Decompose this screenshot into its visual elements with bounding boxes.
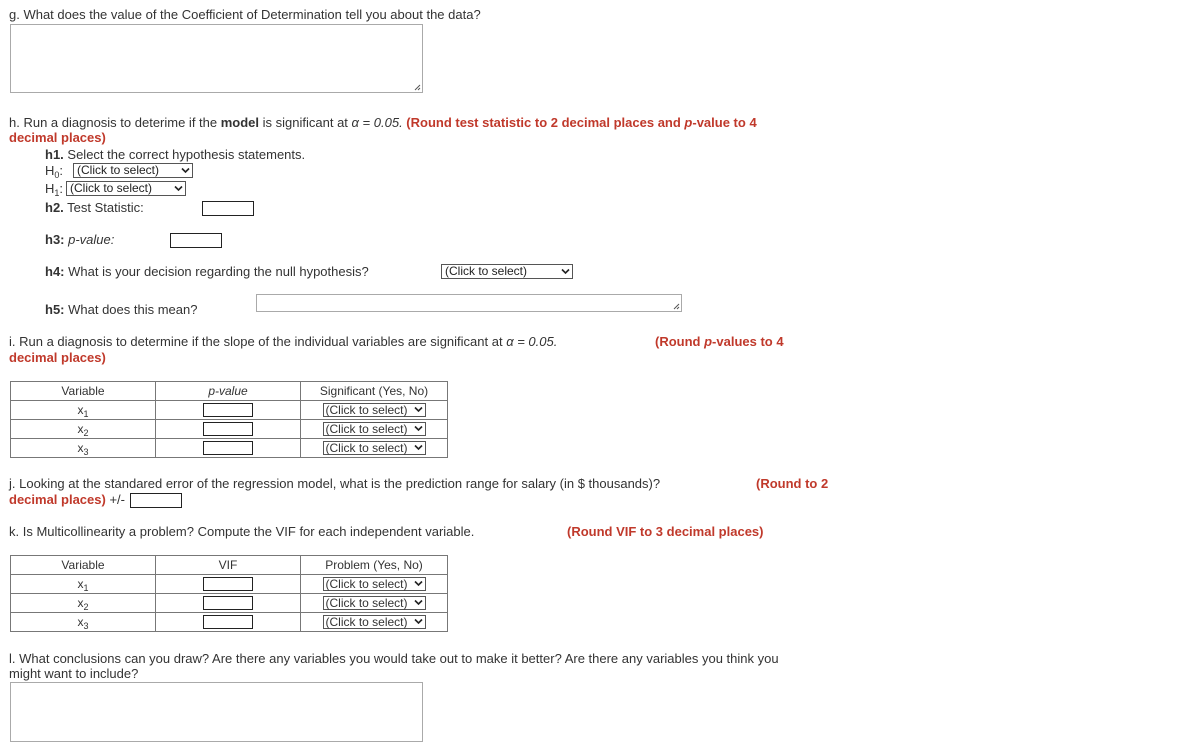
variable-cell: $x_3$ bbox=[11, 439, 156, 458]
question-i-alpha: α = 0.05. bbox=[506, 334, 558, 349]
p-value-cell bbox=[156, 420, 301, 439]
problem-cell bbox=[301, 594, 448, 613]
significant-cell bbox=[301, 439, 448, 458]
p-value-cell bbox=[156, 401, 301, 420]
question-k-round-note: (Round VIF to 3 decimal places) bbox=[567, 524, 764, 539]
h3-text: p-value: bbox=[68, 232, 115, 247]
h1-text: Select the correct hypothesis statements. bbox=[63, 147, 306, 162]
significant-cell bbox=[301, 420, 448, 439]
variable-cell: $x_1$ bbox=[11, 401, 156, 420]
h4-label: h4: bbox=[45, 264, 65, 279]
question-i-line1 bbox=[9, 334, 557, 349]
decision-select-value: (Click to select) bbox=[445, 264, 528, 278]
vif-cell bbox=[156, 613, 301, 632]
question-h-p-ital: p bbox=[684, 115, 693, 130]
question-l-line2: might want to include? bbox=[9, 666, 139, 681]
header-vif: VIF bbox=[156, 556, 301, 575]
problem-cell bbox=[301, 613, 448, 632]
h2-label: h2. bbox=[45, 200, 64, 215]
answer-h5-textarea[interactable] bbox=[256, 294, 682, 312]
h1-select[interactable] bbox=[66, 181, 186, 196]
question-g-label: g. What does the value of the Coefficient of Determination tell you about the data? bbox=[9, 7, 481, 22]
h1-label: h1. bbox=[45, 147, 64, 162]
h1-instruction bbox=[45, 147, 305, 162]
table-row bbox=[11, 613, 448, 632]
header-significant: Significant (Yes, No) bbox=[301, 382, 448, 401]
problem-select[interactable]: (Click to select) bbox=[323, 615, 426, 629]
question-i-text: i. Run a diagnosis to determine if the slope of the individual variables are significant at bbox=[9, 334, 507, 349]
variable-cell: $x_2$ bbox=[11, 594, 156, 613]
chevron-down-icon bbox=[181, 167, 190, 174]
question-h-line1 bbox=[9, 115, 757, 130]
header-variable: Variable bbox=[11, 556, 156, 575]
h5-label: h5: bbox=[45, 302, 65, 317]
p-value-input[interactable] bbox=[203, 422, 253, 436]
question-h-alpha: α = 0.05. bbox=[351, 115, 403, 130]
chevron-down-icon bbox=[561, 268, 570, 275]
vif-input[interactable] bbox=[203, 596, 253, 610]
question-h-round-note2: -value to 4 bbox=[692, 115, 757, 130]
question-h-mid: is significant at bbox=[259, 115, 352, 130]
chevron-down-icon bbox=[174, 185, 183, 192]
p-value-cell bbox=[156, 439, 301, 458]
slope-significance-table bbox=[10, 381, 448, 458]
h3-label-row bbox=[45, 232, 114, 247]
question-j-line1: j. Looking at the standared error of the regression model, what is the prediction range for salary (in $ thousands)? bbox=[9, 476, 661, 491]
table-row bbox=[11, 420, 448, 439]
p-value-input[interactable] bbox=[170, 233, 222, 248]
h4-text: What is your decision regarding the null hypothesis? bbox=[64, 264, 369, 279]
vif-cell bbox=[156, 594, 301, 613]
question-h-line2: decimal places) bbox=[9, 130, 106, 145]
chevron-down-icon bbox=[414, 599, 423, 606]
h1-select-value: (Click to select) bbox=[70, 181, 153, 195]
test-statistic-input[interactable] bbox=[202, 201, 254, 216]
header-problem: Problem (Yes, No) bbox=[301, 556, 448, 575]
prediction-range-input[interactable] bbox=[130, 493, 182, 508]
chevron-down-icon bbox=[414, 618, 423, 625]
question-h-model: model bbox=[220, 115, 260, 130]
significant-cell bbox=[301, 401, 448, 420]
question-j-line2: decimal places) +/- bbox=[9, 492, 125, 507]
p-value-input[interactable] bbox=[203, 403, 253, 417]
variable-cell: $x_2$ bbox=[11, 420, 156, 439]
question-h-round-note: (Round test statistic to 2 decimal places and bbox=[402, 115, 685, 130]
vif-input[interactable] bbox=[203, 577, 253, 591]
vif-cell bbox=[156, 575, 301, 594]
h0-select[interactable] bbox=[73, 163, 193, 178]
significant-select[interactable]: (Click to select) bbox=[323, 403, 426, 417]
chevron-down-icon bbox=[414, 444, 423, 451]
significant-select[interactable]: (Click to select) bbox=[323, 441, 426, 455]
table-row bbox=[11, 575, 448, 594]
h5-label-row bbox=[45, 302, 197, 317]
h0-label: $H_0$: bbox=[45, 163, 64, 180]
decision-select[interactable] bbox=[441, 264, 573, 279]
h0-select-value: (Click to select) bbox=[77, 163, 160, 177]
h1-hyp-label: $H_1$: bbox=[45, 181, 64, 198]
h2-text: Test Statistic: bbox=[63, 200, 144, 215]
question-j-round-note: (Round to 2 bbox=[756, 476, 829, 491]
variable-cell: $x_1$ bbox=[11, 575, 156, 594]
header-p-value: p-value bbox=[156, 382, 301, 401]
p-value-input[interactable] bbox=[203, 441, 253, 455]
chevron-down-icon bbox=[414, 580, 423, 587]
table-header-row bbox=[11, 382, 448, 401]
table-row bbox=[11, 439, 448, 458]
question-l-line1: l. What conclusions can you draw? Are there any variables you would take out to make it better? Are there any variables you think you bbox=[9, 651, 779, 666]
table-header-row bbox=[11, 556, 448, 575]
table-row bbox=[11, 594, 448, 613]
question-i-round-note: (Round p-values to 4 bbox=[655, 334, 784, 349]
problem-select[interactable]: (Click to select) bbox=[323, 596, 426, 610]
h5-text: What does this mean? bbox=[64, 302, 198, 317]
chevron-down-icon bbox=[414, 406, 423, 413]
answer-g-textarea[interactable] bbox=[10, 24, 423, 93]
question-i-line2: decimal places) bbox=[9, 350, 106, 365]
problem-select[interactable]: (Click to select) bbox=[323, 577, 426, 591]
vif-table bbox=[10, 555, 448, 632]
table-row bbox=[11, 401, 448, 420]
variable-cell: $x_3$ bbox=[11, 613, 156, 632]
question-h-prefix: h. Run a diagnosis to deterime if the bbox=[9, 115, 221, 130]
h4-label-row bbox=[45, 264, 369, 279]
answer-l-textarea[interactable] bbox=[10, 682, 423, 742]
resize-grip-icon[interactable] bbox=[672, 302, 680, 310]
h3-label: h3: bbox=[45, 232, 65, 247]
h2-label-row bbox=[45, 200, 144, 215]
vif-input[interactable] bbox=[203, 615, 253, 629]
chevron-down-icon bbox=[414, 425, 423, 432]
question-k-line1: k. Is Multicollinearity a problem? Compute the VIF for each independent variable. bbox=[9, 524, 475, 539]
header-variable: Variable bbox=[11, 382, 156, 401]
resize-grip-icon[interactable] bbox=[413, 83, 421, 91]
significant-select[interactable]: (Click to select) bbox=[323, 422, 426, 436]
problem-cell bbox=[301, 575, 448, 594]
